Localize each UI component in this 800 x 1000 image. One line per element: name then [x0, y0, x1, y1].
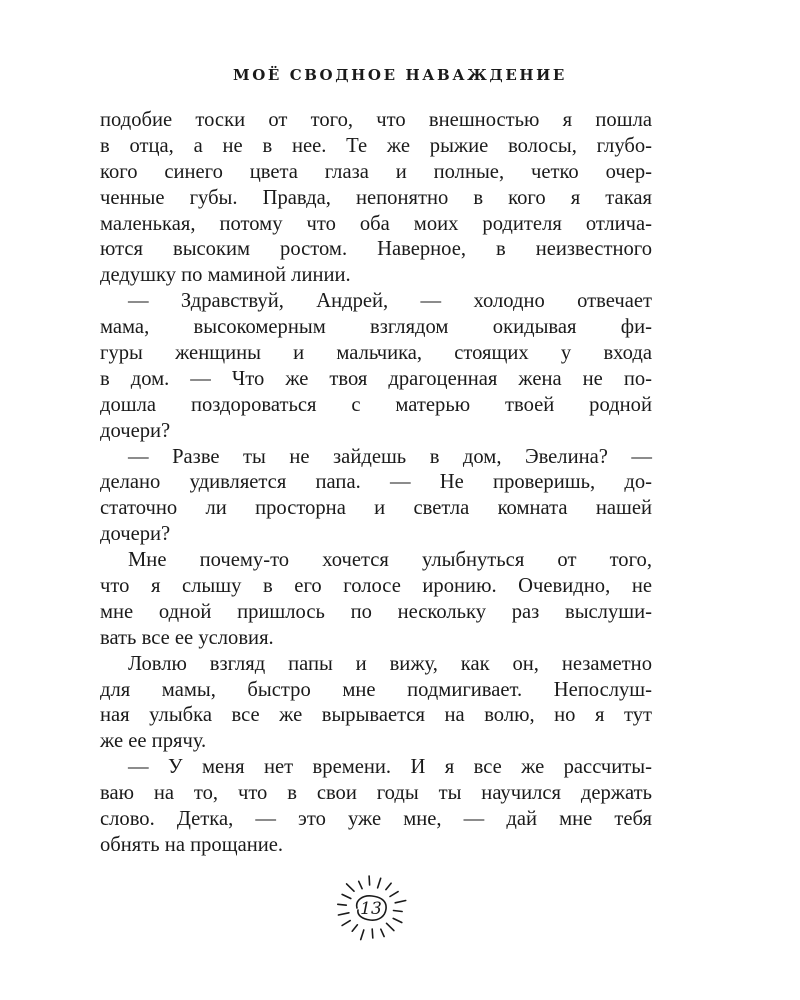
text-line: слово. Детка, — это уже мне, — дай мне тебя [100, 808, 652, 831]
sun-ray [393, 918, 402, 922]
text-line: обнять на прощание. [100, 833, 284, 856]
text-line: Мне почему-то хочется улыбнуться от того, [128, 549, 652, 572]
text-line: статочно ли просторна и светла комната нашей [100, 497, 652, 520]
sun-ray [387, 923, 394, 930]
text-line: Ловлю взгляд папы и вижу, как он, незаметно [128, 652, 652, 675]
sun-ray [386, 883, 391, 889]
sun-ray [342, 921, 350, 926]
text-line: в отца, а не в нее. Те же рыжие волосы, глубо- [100, 134, 652, 157]
text-line: ваю на то, что в свои годы ты научился держать [100, 782, 652, 805]
text-line: делано удивляется папа. — Не проверишь, до- [100, 471, 652, 494]
sun-ray [338, 904, 347, 905]
page-number: 13 [360, 899, 382, 919]
text-line: что я слышу в его голосе иронию. Очевидно, не [100, 575, 652, 598]
text-line: гуры женщины и мальчика, стоящих у входа [100, 342, 652, 365]
text-line: в дом. — Что же твоя драгоценная жена не по- [100, 367, 652, 390]
sun-ray [342, 894, 351, 898]
text-line: ная улыбка все же вырывается на волю, но я тут [100, 704, 652, 727]
text-line: дочери? [100, 419, 171, 442]
text-line: ченные губы. Правда, непонятно в кого я такая [100, 186, 652, 209]
text-line: маленькая, потому что оба моих родителя отлича- [100, 212, 652, 235]
sun-ray [395, 901, 406, 903]
sun-ray [338, 913, 349, 915]
sun-ray [361, 930, 364, 940]
sun-ray [394, 911, 403, 912]
page-folio [331, 870, 411, 946]
sun-ray [372, 929, 373, 938]
text-line: подобие тоски от того, что внешностью я пошла [100, 109, 652, 131]
body-text [100, 108, 652, 859]
text-line: кого синего цвета глаза и полные, четко очер- [100, 160, 652, 183]
text-line: для мамы, быстро мне подмигивает. Непослуш- [100, 678, 652, 701]
sun-ray [378, 878, 381, 888]
running-title: МОЁ СВОДНОЕ НАВАЖДЕНИЕ [233, 66, 567, 84]
text-line: мне одной пришлось по нескольку раз выслуши- [100, 600, 652, 623]
sun-ray [381, 929, 384, 936]
text-line: дочери? [100, 523, 171, 546]
text-line: дошла поздороваться с матерью твоей родной [100, 393, 652, 416]
sun-ray [347, 884, 354, 891]
text-line: дедушку по маминой линии. [100, 264, 351, 287]
sun-ray [390, 892, 398, 897]
text-line: — Разве ты не зайдешь в дом, Эвелина? — [128, 445, 652, 468]
sun-ornament-icon [331, 870, 411, 946]
sun-ray [369, 876, 370, 885]
text-line: вать все ее условия. [100, 626, 274, 649]
text-line: ются высоким ростом. Наверное, в неизвестного [100, 238, 652, 261]
sun-ray [352, 925, 357, 931]
text-line: — У меня нет времени. И я все же рассчиты- [128, 756, 652, 779]
text-line: — Здравствуй, Андрей, — холодно отвечает [128, 290, 652, 313]
text-line: же ее прячу. [100, 730, 207, 753]
text-line: мама, высокомерным взглядом окидывая фи- [100, 316, 652, 339]
sun-ray [359, 881, 362, 888]
